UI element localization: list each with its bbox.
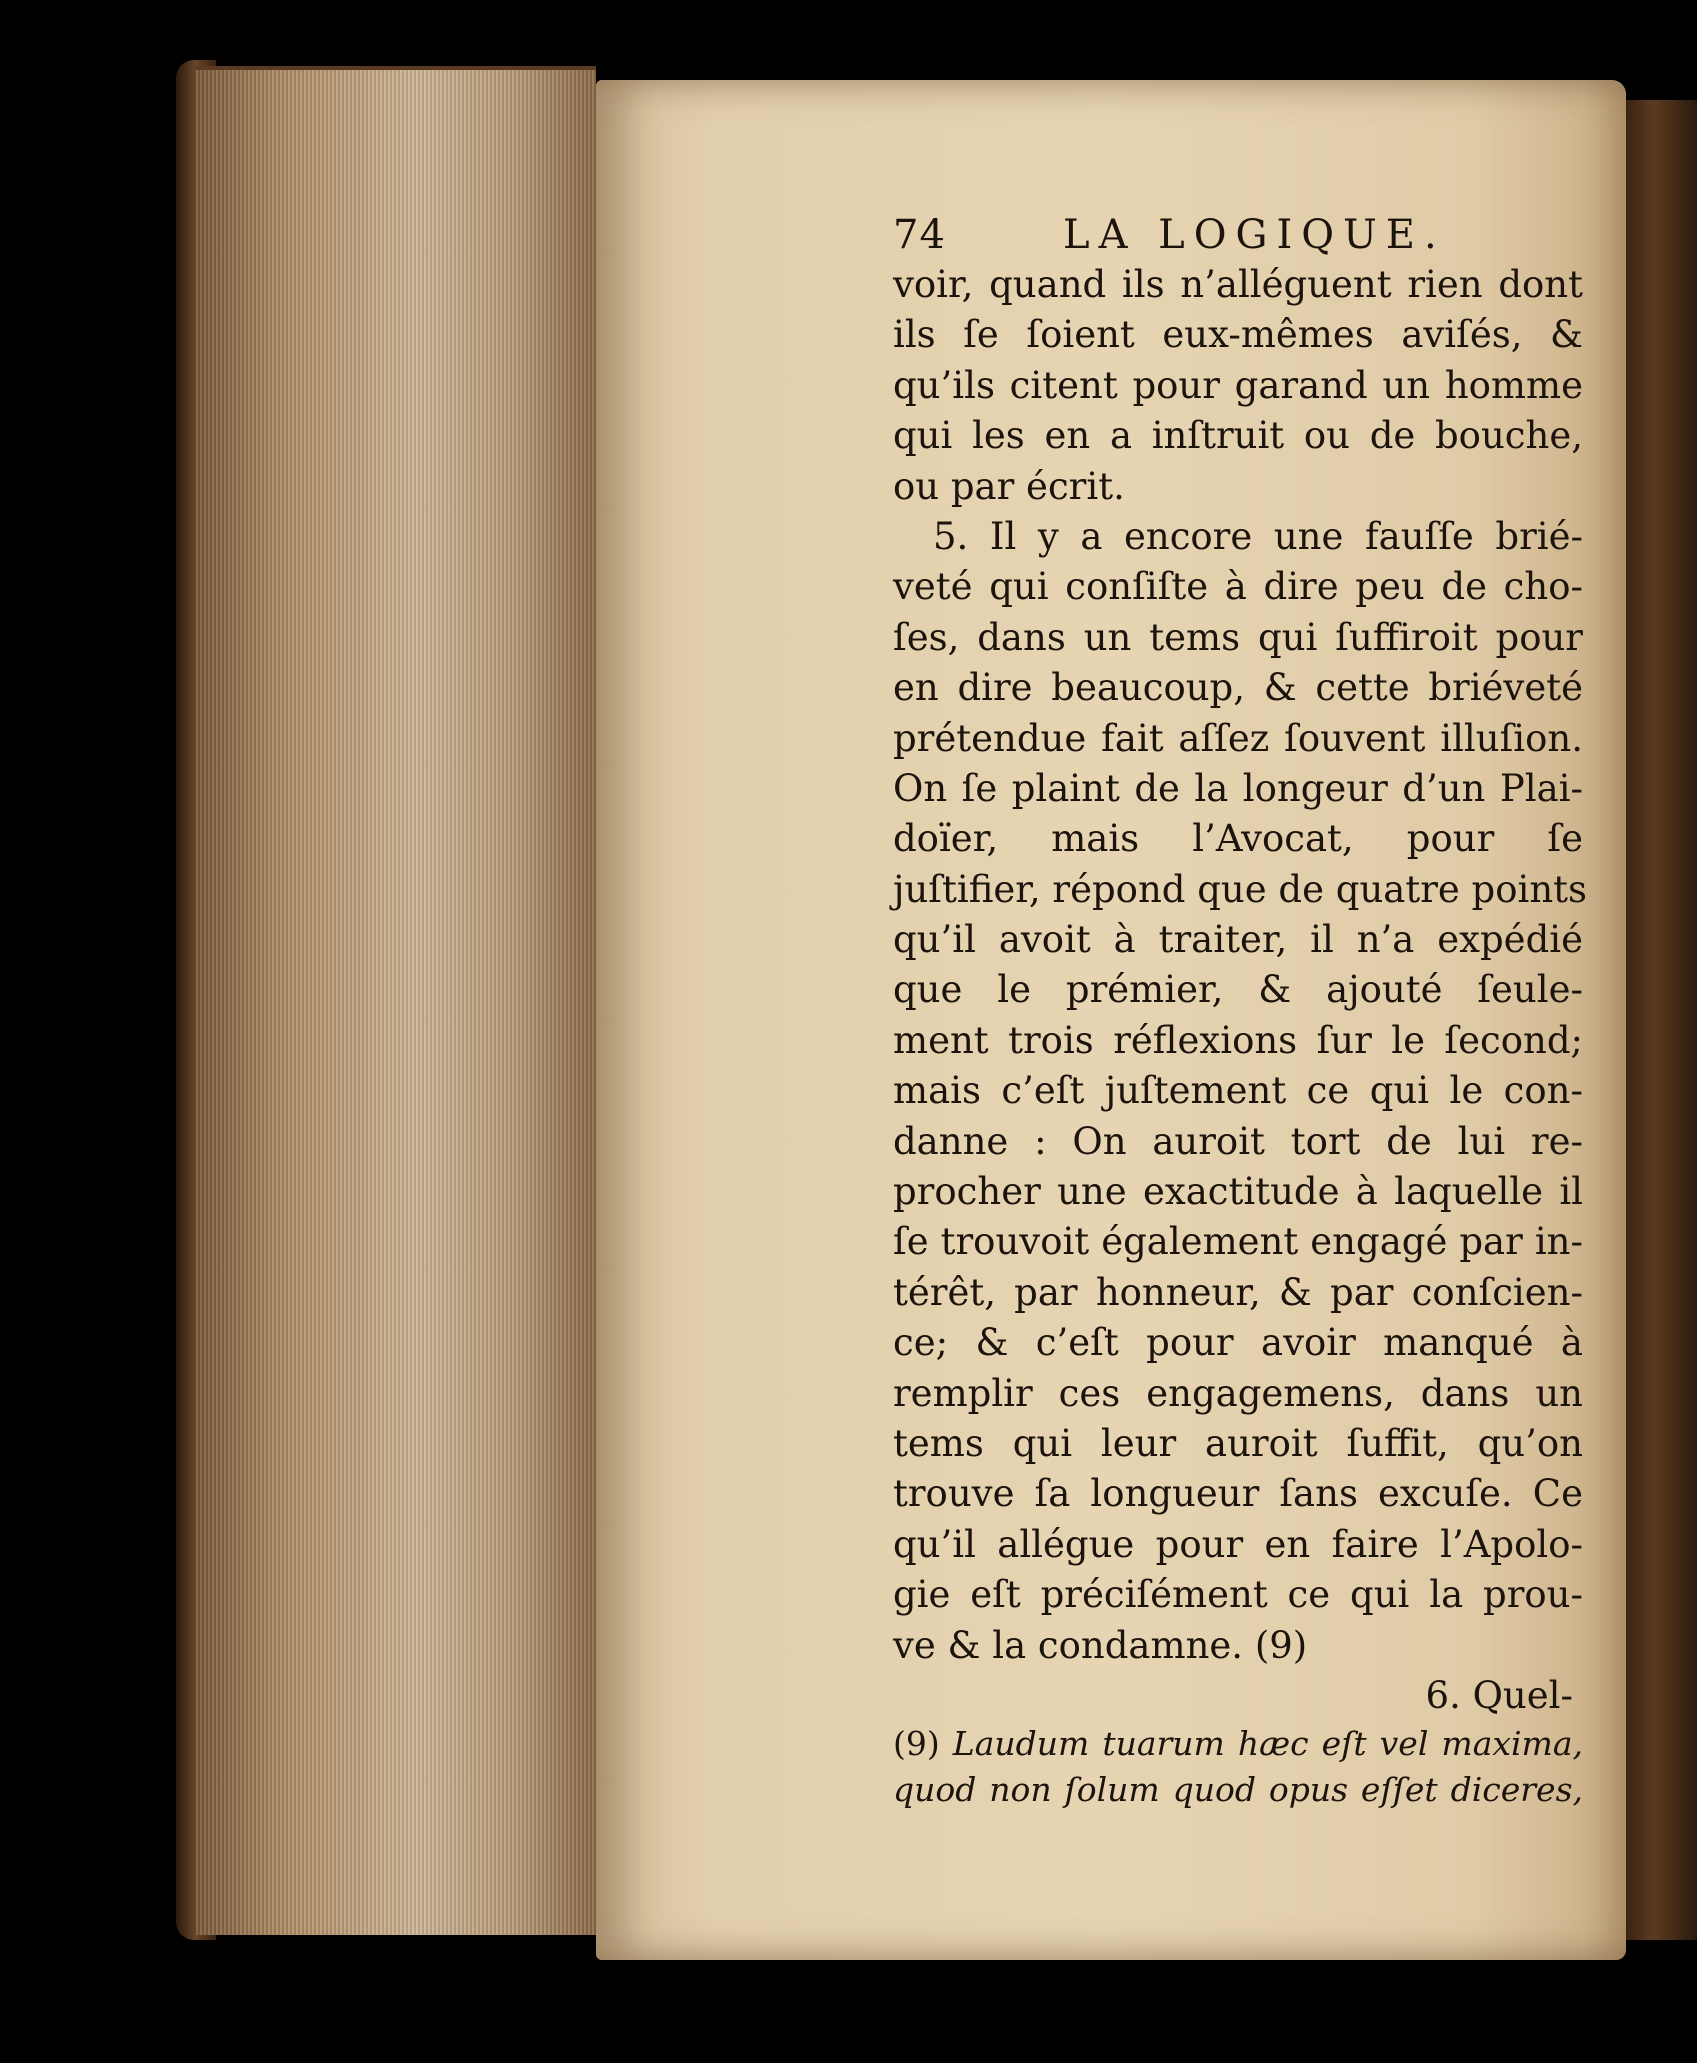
footnote-line: quod non ſolum quod opus eſſet diceres,: [893, 1769, 1583, 1809]
body-text: [893, 260, 1588, 1671]
body-line: remplir ces engagemens, dans un: [893, 1371, 1583, 1415]
page-edges-stack: [196, 66, 596, 1935]
body-line: qu’ils citent pour garand un homme: [893, 363, 1583, 407]
body-line: ſe trouvoit également engagé par in-: [893, 1220, 1583, 1264]
footnote-line: [893, 1721, 1583, 1767]
body-line: doïer, mais l’Avocat, pour ſe: [893, 817, 1583, 861]
body-line: ſes, dans un tems qui ſuffiroit pour: [893, 615, 1583, 659]
running-head: LA LOGIQUE.: [1063, 212, 1446, 258]
footnote-marker: (9): [893, 1723, 940, 1763]
body-line: tems qui leur auroit ſuffit, qu’on: [893, 1421, 1583, 1465]
body-line: voir, quand ils n’alléguent rien dont: [893, 263, 1583, 306]
body-line: qu’il allégue pour en faire l’Apolo-: [893, 1522, 1583, 1566]
body-line: veté qui conſiſte à dire peu de cho-: [893, 565, 1583, 609]
facing-page-edge: [1626, 100, 1697, 1940]
body-line: ce; & c’eſt pour avoir manqué à: [893, 1321, 1583, 1365]
page-text-block: [893, 212, 1588, 1813]
body-line: On ſe plaint de la longeur d’un Plai-: [893, 766, 1583, 810]
body-line: qui les en a inſtruit ou de bouche,: [893, 414, 1583, 458]
body-line: en dire beaucoup, & cette briéveté: [893, 666, 1583, 710]
body-line: ou par écrit.: [893, 464, 1125, 508]
footnote: [893, 1721, 1583, 1813]
body-line: procher une exactitude à laquelle il: [893, 1170, 1583, 1214]
body-line: qu’il avoit à traiter, il n’a expédié: [893, 918, 1583, 962]
catchword: 6. Quel-: [1425, 1673, 1573, 1717]
footnote-text: Laudum tuarum hæc eſt vel maxima,: [952, 1723, 1583, 1763]
body-line: térêt, par honneur, & par conſcien-: [893, 1270, 1583, 1314]
body-line: mais c’eſt juſtement ce qui le con-: [893, 1069, 1583, 1113]
body-line: juſtifier, répond que de quatre points: [893, 867, 1588, 911]
body-line: danne : On auroit tort de lui re-: [893, 1119, 1583, 1163]
body-line: trouve ſa longueur ſans excuſe. Ce: [893, 1472, 1583, 1516]
body-line: ils ſe ſoient eux-mêmes aviſés, &: [893, 313, 1583, 357]
page-number: 74: [893, 212, 946, 258]
body-line: gie eſt préciſément ce qui la prou-: [893, 1573, 1583, 1617]
body-line: 5. Il y a encore une fauſſe brié-: [933, 514, 1583, 558]
body-line: prétendue fait aſſez ſouvent illuſion.: [893, 716, 1583, 760]
body-line: ment trois réflexions ſur le ſecond;: [893, 1018, 1583, 1062]
body-line: ve & la condamne. (9): [893, 1623, 1308, 1667]
body-line: que le prémier, & ajouté ſeule-: [893, 968, 1583, 1012]
page-header: [893, 212, 1583, 260]
